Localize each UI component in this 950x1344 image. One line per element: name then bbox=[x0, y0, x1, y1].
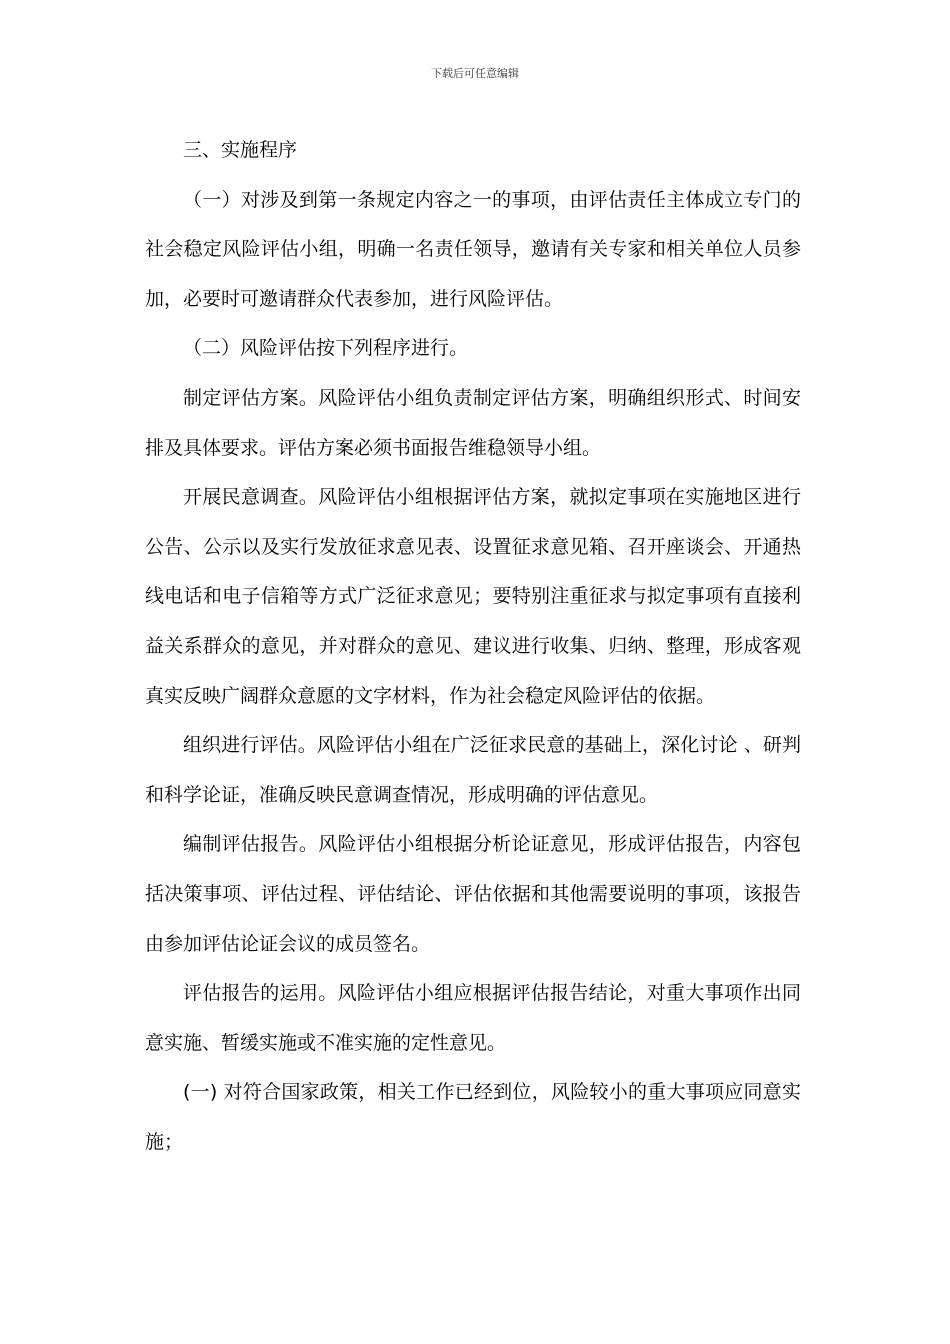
section-title: 三、实施程序 bbox=[183, 139, 298, 161]
header-text: 下载后可任意编辑 bbox=[431, 67, 519, 80]
page-header bbox=[0, 66, 950, 82]
paragraph: (一) 对符合国家政策，相关工作已经到位，风险较小的重大事项应同意实施； bbox=[145, 1081, 801, 1153]
paragraph: 组织进行评估。风险评估小组在广泛征求民意的基础上，深化讨论 、研判和科学论证，准确反映民意调查情况，形成明确的评估意见。 bbox=[145, 734, 801, 806]
document-body bbox=[145, 126, 801, 1167]
paragraph: 制定评估方案。风险评估小组负责制定评估方案，明确组织形式、时间安排及具体要求。评估方案必须书面报告维稳领导小组。 bbox=[145, 386, 801, 459]
paragraph: （二）风险评估按下列程序进行。 bbox=[183, 337, 469, 360]
paragraph: 评估报告的运用。风险评估小组应根据评估报告结论，对重大事项作出同意实施、暂缓实施或不准实施的定性意见。 bbox=[145, 982, 801, 1054]
paragraph: 编制评估报告。风险评估小组根据分析论证意见，形成评估报告，内容包括决策事项、评估过程、评估结论、评估依据和其他需要说明的事项，该报告由参加评估论证会议的成员签名。 bbox=[145, 833, 801, 955]
paragraph: （一）对涉及到第一条规定内容之一的事项，由评估责任主体成立专门的社会稳定风险评估小组，明确一名责任领导，邀请有关专家和相关单位人员参加，必要时可邀请群众代表参加，进行风险评估。 bbox=[145, 188, 801, 310]
paragraph: 开展民意调查。风险评估小组根据评估方案，就拟定事项在实施地区进行公告、公示以及实行发放征求意见表、设置征求意见箱、召开座谈会、开通热线电话和电子信箱等方式广泛征求意见；要特别注重征求与拟定事项有直接利益关系群众的意见，并对群众的意见、建议进行收集、归纳、整理，形成客观真实反映广阔群众意愿的文字材料，作为社会稳定风险评估的依据。 bbox=[145, 486, 801, 707]
